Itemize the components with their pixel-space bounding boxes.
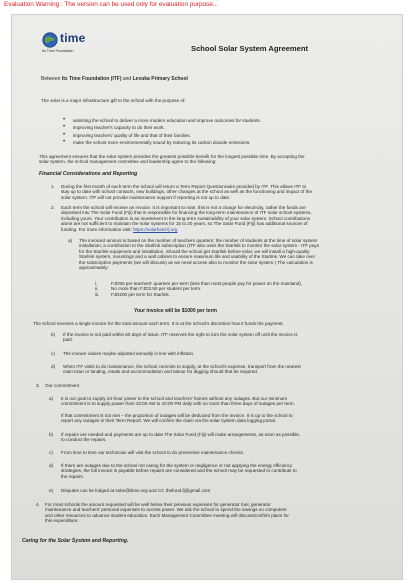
paragraph-b [63,332,393,343]
paragraph-line: deposited into The Solar Fund (Fiji) that is responsible for financing the long-term maintenance of ITF solar school systems, [61,210,312,216]
paragraph-2 [61,205,396,232]
party-itf: Its Time Foundation (ITF) [61,76,122,82]
paragraph-line: commitment is to supply power from 10:00 AM to 10:00 PM daily with no more than three days of outages per term. [61,401,295,407]
paragraph-line: If the invoice is not paid within 60 days of issue, ITF reserves the right to turn the solar system off until the invoice is [63,332,298,337]
list-item: • improving teachers' quality of life and that of their families. [63,132,261,139]
paragraph-line: When ITF visits to do maintenance, the school commits to supply, at the school's expense, transport from the nearest [63,364,301,369]
paragraph-line: for the Starlink equipment and installation. Should the school get Starlink before solar, we will install a high-quality [79,248,310,254]
roman-numeral: i. [95,281,98,286]
paragraph-line: approximately: [79,265,109,271]
document-title: School Solar System Agreement [191,44,309,53]
paragraph-line: Starlink system, mountings and a wall cabinet to ensure maximum life and usability of the Starlink. We can take over [79,254,316,260]
agreement-text [39,154,391,165]
paragraph-line: Each term the school will receive an invoice. It is important to note, this is not a charge for electricity, rather the funds are [61,205,306,210]
agreement-line: solar system, the school management committee and leadership agree to the following: [39,159,217,165]
paragraph-line: and other resources to advance student education. Each Management Committee meeting will discuss/confirm plans for [45,512,289,518]
parties-and: and [121,76,133,82]
paragraph-3c: From time to time our technician will visit the school to do preventive maintenance checks. [61,450,245,455]
section-heading-commitment: Our commitment [45,383,79,388]
calculation-list [95,281,395,297]
paragraph-line: The invoiced amount is based on the number of teachers quarters; the number of students at the time of solar system [79,238,318,243]
paragraph-line: the repairs. [61,473,84,479]
globe-logo-icon [42,32,58,48]
party-school: Levuka Primary School [132,76,188,82]
roman-numeral: iii. [95,291,100,297]
item-letter: e) [49,488,54,493]
item-letter: d) [49,463,54,468]
calculation-text: No more than FJD3.50 per student per term. [111,286,202,292]
paragraph-line: including yours. Your contribution is an investment in the long-term sustainability of your solar system. School contributions [61,215,310,221]
paragraph-line: If that commitment is not met – the proportion of outages will be deducted from the invoice. It is up to the school to [61,413,293,418]
solarfund-link[interactable]: https://solarfund-fj.org [133,226,178,232]
evaluation-watermark: Evaluation Warning : The version can be used only for evaluation purpose... [4,1,219,8]
item-letter: c) [49,450,53,455]
closing-heading: Caring for the Solar System and Reporting. [22,538,129,544]
paragraph-line: the subscription payments (we will discuss) as we need access also to monitor the solar system.) The calculation is [79,259,313,265]
item-number: 3. [36,383,40,388]
item-letter: a) [49,396,54,401]
paragraph-line: stay up to date with school contacts, new buildings, other changes at the school as well as the functioning and impact of the [61,189,313,195]
item-letter: b) [49,432,54,437]
paragraph-3a [61,396,396,407]
paragraph-line: For most schools the amount requested will be well below their previous expenses for generator fuel, generator [45,502,271,507]
item-letter: c) [51,351,55,356]
paragraph-line: main town or landing, meals and accommodation and labour for digging should that be required. [63,369,259,375]
paragraph-4 [45,502,395,524]
logo-subtitle: Its Time Foundation [42,49,74,53]
paragraph-3e: Disputes can be lodged at solar@itime.org and CC thefund.fj@gmail.com [61,488,211,493]
paragraph-line: solar system. ITF will not provide maintenance support if reporting is not up to date. [61,194,231,200]
logo-wordmark: time [60,31,86,45]
paragraph-line [61,227,396,232]
section-heading-financial: Financial Considerations and Reporting [39,171,138,177]
paragraph-3d [61,463,396,479]
list-item: • improving teacher's capacity to do their work. [63,124,261,131]
purpose-list [63,117,261,147]
parties-prefix: Between [41,76,62,82]
paragraph-line: this expenditure. [45,518,79,524]
calculation-text: FJD200 per term for Starlink. [111,291,170,297]
paragraph-3b [61,432,396,443]
paragraph-2a [79,238,397,270]
paragraph-line: alone are not sufficient to maintain the solar systems for 15 to 20 years, so The Solar Fund (Fiji) has additional sources of [61,221,308,227]
item-letter: b) [51,332,56,337]
item-number: 2. [51,205,55,210]
paragraph-c: The invoice values maybe adjusted annually in line with inflation. [63,351,195,356]
agreement-line: This agreement ensures that the solar system provides the greatest possible benefit for the longest possible time. By accepting the [39,154,305,159]
item-number: 4. [36,502,40,507]
paragraph-line: If there are outages due to the school not caring for the system or negligence or not applying the energy efficiency [61,463,293,468]
item-number: 1. [51,184,55,189]
item-letter: d) [51,364,56,369]
list-item: • assisting the school to deliver a more modern education and improve outcomes for students. [63,117,261,124]
parties-line [41,77,188,82]
paragraph-line: During the first month of each term the school will return a Term Report Questionnaire provided by ITF. This allows ITF to [61,184,307,189]
list-item: • make the school more environmentally sound by reducing its carbon dioxide emissions. [63,139,261,146]
paragraph-line: installation; a contribution to the Starlink subscription (ITF also uses the Starlink to monitor the solar system - ITF pays [79,243,319,249]
item-letter: a) [68,238,73,243]
paragraph-line: report any outages in their Term Report. We will confirm the claim via the solar system data logging portal. [61,418,277,424]
paragraph-line: strategies, the full invoice is payable before repairs are considered and the school may be requested to contribute to [61,468,297,474]
invoice-total: Your invoice will be $1000 per term [134,308,217,314]
roman-numeral: ii. [95,286,99,292]
funding-text: funding. For more information visit: [61,226,133,232]
paragraph-d [63,364,393,375]
paragraph-1 [61,184,396,200]
paragraph-line: maintenance and teachers' personal expenses to access power. We ask the school to spend the savings on computers [45,507,287,513]
list-item [95,292,395,297]
paragraph-line: If repairs are needed and payments are up to date The Solar Fund (Fiji) will make arrangements, as soon as possible, [61,432,301,437]
document-page [11,14,403,580]
paragraph-3a-deduction [61,413,396,424]
calculation-text: FJD90 per teachers' quarters per term (less than most people pay for power on the mainland), [111,281,303,286]
paragraph-line: It is our goal to supply 24-hour power to the school and teachers' homes without any outages. But our minimum [61,396,288,401]
paragraph-line: paid. [63,337,73,343]
single-invoice-text: The school receives a single invoice for the total amount each term. It is at the school's discretion how it funds the payment. [33,321,284,326]
intro-text: The solar is a major infrastructure gift to the school with the purpose of: [41,98,186,103]
paragraph-line: to conduct the repairs. [61,437,107,443]
